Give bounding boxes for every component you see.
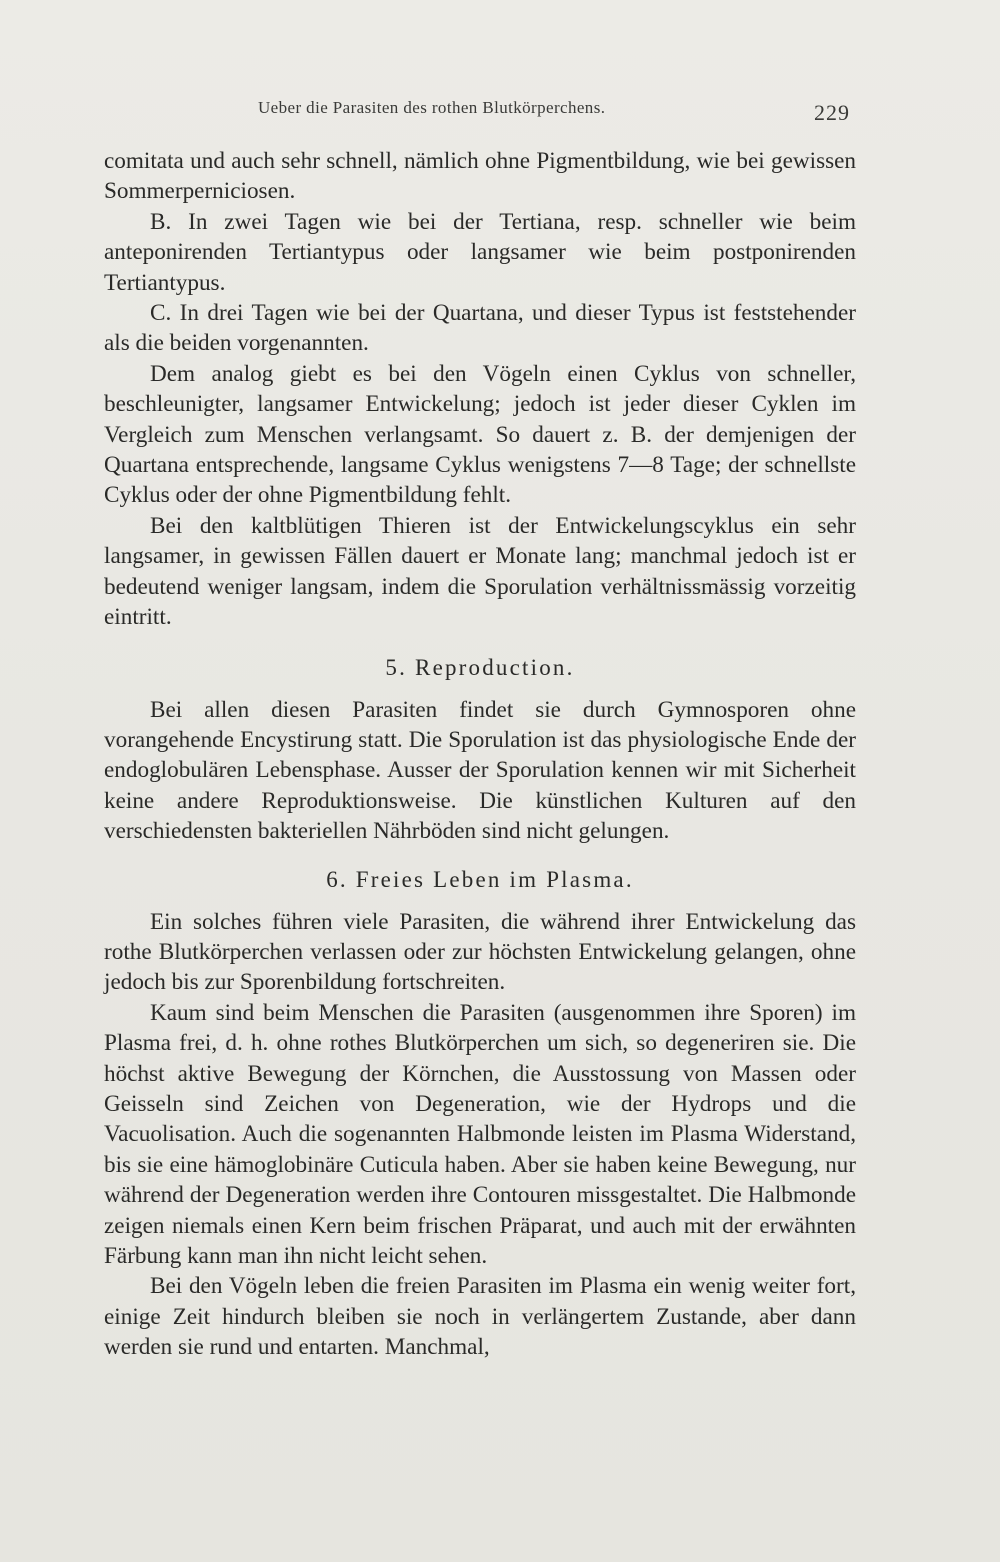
page-number: 229: [814, 100, 850, 125]
paragraph-b: B. In zwei Tagen wie bei der Tertiana, resp. schneller wie beim anteponirenden Tertiantypus oder langsamer wie beim postponirenden Tertiantypus.: [104, 208, 856, 296]
paragraph-reproduction: Bei allen diesen Parasiten findet sie durch Gymnosporen ohne vorangehende Encystirung statt. Die Sporulation ist das physiologische Ende der endoglobulären Lebensphase. Ausser der Sporulation kennen wir mit Sicherheit keine andere Reproduktionsweise. Die künstlichen Kulturen auf den verschiedensten bakteriellen Nährböden sind nicht gelungen.: [104, 696, 856, 845]
paragraph-birds-cycle: Dem analog giebt es bei den Vögeln einen Cyklus von schneller, beschleunigter, langsamer Entwickelung; jedoch ist jeder dieser Cyklen im Vergleich zum Menschen verlangsamt. So dauert z. B. der demjenigen der Quartana entsprechende, langsame Cyklus wenigstens 7—8 Tage; der schnellste Cyklus oder der ohne Pigmentbildung fehlt.: [104, 360, 856, 509]
paragraph-continuation: comitata und auch sehr schnell, nämlich ohne Pigmentbildung, wie bei gewissen Sommerperniciosen.: [104, 148, 856, 205]
paragraph-free-life-intro: Ein solches führen viele Parasiten, die während ihrer Entwickelung das rothe Blutkörperchen verlassen oder zur höchsten Entwickelung gelangen, ohne jedoch bis zur Sporenbildung fortschreiten.: [104, 908, 856, 996]
main-text: [104, 146, 856, 1363]
running-title: Ueber die Parasiten des rothen Blutkörperchens.: [258, 98, 606, 117]
section-heading-free-life: 6. Freies Leben im Plasma.: [326, 866, 634, 892]
paragraph-coldblooded: Bei den kaltblütigen Thieren ist der Entwickelungscyklus ein sehr langsamer, in gewissen Fällen dauert er Monate lang; manchmal jedoch ist er bedeutend weniger langsam, indem die Sporulation verhältnissmässig vorzeitig eintritt.: [104, 512, 856, 631]
section-heading-reproduction: 5. Reproduction.: [385, 654, 575, 680]
paragraph-c: C. In drei Tagen wie bei der Quartana, und dieser Typus ist feststehender als die beiden vorgenannten.: [104, 300, 856, 357]
paragraph-birds: Bei den Vögeln leben die freien Parasiten im Plasma ein wenig weiter fort, einige Zeit hindurch bleiben sie noch in verlängertem Zustande, aber dann werden sie rund und entarten. Manchmal,: [104, 1273, 856, 1361]
paragraph-humans: Kaum sind beim Menschen die Parasiten (ausgenommen ihre Sporen) im Plasma frei, d. h. ohne rothes Blutkörperchen um sich, so degeneriren sie. Die höchst aktive Bewegung der Körnchen, die Ausstossung von Massen oder Geisseln sind Zeichen von Degeneration, wie der Hydrops und die Vacuolisation. Auch die sogenannten Halbmonde leisten im Plasma Widerstand, bis sie eine hämoglobinäre Cuticula haben. Aber sie haben keine Bewegung, nur während der Degeneration werden ihre Contouren missgestaltet. Die Halbmonde zeigen niemals einen Kern beim frischen Präparat, und auch mit der erwähnten Färbung kann man ihn nicht leicht sehen.: [104, 999, 856, 1269]
